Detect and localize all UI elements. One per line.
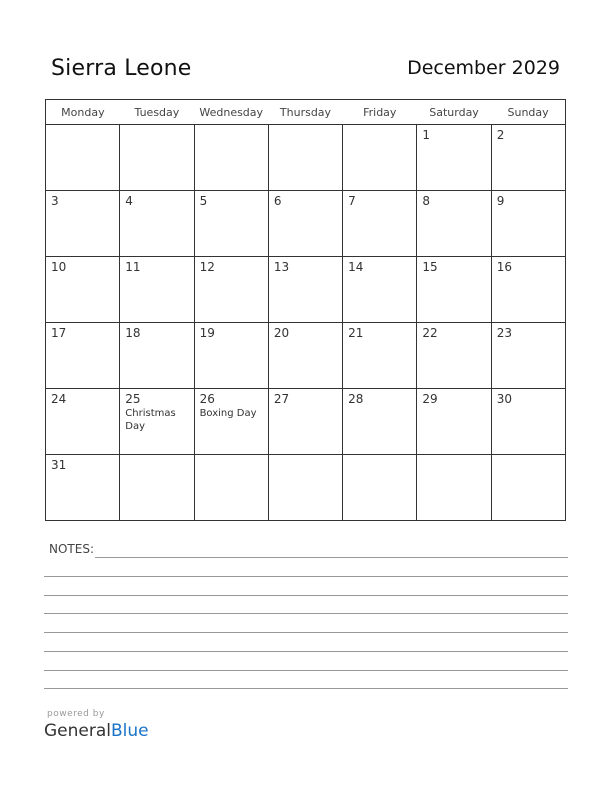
day-cell: [268, 125, 342, 191]
day-cell: [120, 389, 194, 455]
day-number: 24: [51, 392, 67, 406]
notes-line: [44, 688, 568, 689]
day-cell: [491, 257, 565, 323]
day-cell: [268, 389, 342, 455]
day-cell: [491, 191, 565, 257]
day-cell: [491, 323, 565, 389]
day-number: 9: [496, 194, 505, 208]
day-cell: [343, 389, 417, 455]
day-number: 11: [125, 260, 141, 274]
day-number: 23: [496, 326, 512, 340]
day-cell: [343, 455, 417, 521]
day-cell: [417, 389, 491, 455]
day-cell: [268, 323, 342, 389]
day-number: 10: [51, 260, 67, 274]
weekday-monday: Monday: [46, 100, 120, 125]
day-cell: [46, 455, 120, 521]
day-cell: [417, 191, 491, 257]
day-number: 18: [125, 326, 141, 340]
day-cell: [343, 125, 417, 191]
day-number: 17: [51, 326, 67, 340]
day-cell: [46, 191, 120, 257]
notes-line: [44, 613, 568, 614]
notes-line: [44, 576, 568, 577]
day-number: 7: [348, 194, 356, 208]
day-number: 27: [273, 392, 290, 406]
day-cell: [46, 257, 120, 323]
country-title: Sierra Leone: [51, 56, 192, 81]
day-cell: [120, 191, 194, 257]
day-cell: [46, 125, 120, 191]
day-number: 12: [199, 260, 215, 274]
weekday-friday: Friday: [343, 100, 417, 125]
day-cell: [417, 125, 491, 191]
week-row: [46, 191, 566, 257]
day-number: 8: [422, 194, 431, 208]
day-cell: [120, 257, 194, 323]
day-number: 5: [199, 194, 208, 208]
day-number: 2: [496, 128, 505, 142]
day-number: 3: [51, 194, 59, 208]
day-cell: [120, 323, 194, 389]
day-cell: [417, 323, 491, 389]
brand-logo: [44, 721, 149, 741]
notes-line: [44, 651, 568, 652]
day-number: 21: [348, 326, 364, 340]
day-number: 28: [348, 392, 364, 406]
day-cell: [417, 257, 491, 323]
day-cell: [491, 125, 565, 191]
day-number: 6: [273, 194, 282, 208]
notes-label: NOTES:: [49, 542, 94, 556]
day-number: 29: [422, 392, 438, 406]
day-number: 20: [273, 326, 290, 340]
notes-line: [44, 595, 568, 596]
holiday-label: Christmas Day: [125, 408, 176, 432]
weekday-header-row: [46, 100, 566, 125]
day-number: 26: [199, 392, 215, 406]
day-cell: [194, 323, 268, 389]
week-row: [46, 455, 566, 521]
week-row: [46, 257, 566, 323]
weekday-sunday: Sunday: [491, 100, 565, 125]
day-cell: [268, 257, 342, 323]
day-cell: [194, 389, 268, 455]
week-row: [46, 389, 566, 455]
day-number: 15: [422, 260, 438, 274]
brand-blue: Blue: [111, 721, 149, 741]
day-cell: [491, 389, 565, 455]
day-cell: [343, 323, 417, 389]
day-cell: [194, 125, 268, 191]
month-year-title: December 2029: [407, 57, 560, 79]
day-cell: [46, 323, 120, 389]
day-cell: [120, 125, 194, 191]
day-number: 19: [199, 326, 215, 340]
day-cell: [194, 191, 268, 257]
powered-by-text: powered by: [47, 709, 105, 719]
day-cell: [268, 455, 342, 521]
notes-line: [44, 670, 568, 671]
day-cell: [417, 455, 491, 521]
day-number: 16: [496, 260, 512, 274]
brand-general: General: [44, 721, 111, 741]
week-row: [46, 125, 566, 191]
day-number: 13: [273, 260, 290, 274]
day-cell: [343, 257, 417, 323]
day-cell: [194, 257, 268, 323]
notes-line: [95, 557, 568, 558]
day-number: 30: [496, 392, 512, 406]
weekday-thursday: Thursday: [268, 100, 342, 125]
weekday-wednesday: Wednesday: [194, 100, 268, 125]
weekday-saturday: Saturday: [417, 100, 491, 125]
day-number: 22: [422, 326, 438, 340]
day-cell: [120, 455, 194, 521]
day-number: 31: [51, 458, 67, 472]
day-cell: [343, 191, 417, 257]
weekday-tuesday: Tuesday: [120, 100, 194, 125]
day-number: 25: [125, 392, 141, 406]
day-cell: [268, 191, 342, 257]
day-number: 14: [348, 260, 364, 274]
notes-line: [44, 632, 568, 633]
holiday-label: Boxing Day: [199, 408, 257, 419]
calendar-grid: [45, 99, 566, 521]
day-cell: [46, 389, 120, 455]
week-row: [46, 323, 566, 389]
day-cell: [194, 455, 268, 521]
day-number: 4: [125, 194, 133, 208]
day-number: 1: [422, 128, 431, 142]
day-cell: [491, 455, 565, 521]
